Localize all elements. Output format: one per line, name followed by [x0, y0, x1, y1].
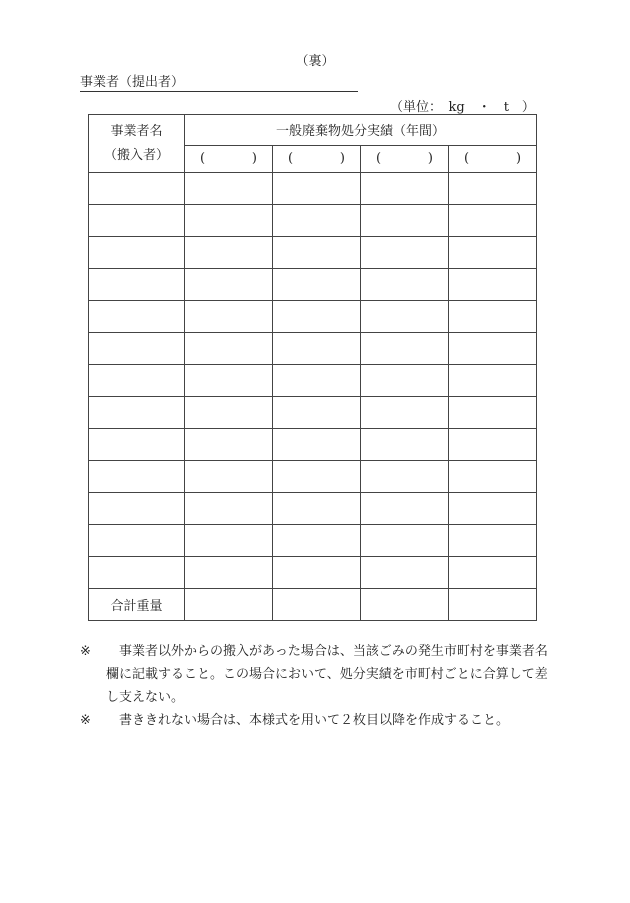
amount-cell[interactable]: [273, 461, 361, 493]
total-amount-cell[interactable]: [185, 589, 273, 621]
disposal-header: 一般廃棄物処分実績（年間）: [185, 115, 537, 146]
amount-cell[interactable]: [185, 301, 273, 333]
table-row: [89, 461, 537, 493]
amount-cell[interactable]: [273, 237, 361, 269]
table-row: [89, 237, 537, 269]
amount-cell[interactable]: [273, 269, 361, 301]
note-text: 書ききれない場合は、本様式を用いて２枚目以降を作成すること。: [119, 713, 510, 728]
amount-cell[interactable]: [361, 269, 449, 301]
period-cell[interactable]: [449, 145, 537, 172]
amount-cell[interactable]: [185, 365, 273, 397]
amount-cell[interactable]: [361, 557, 449, 589]
note-text: 事業者以外からの搬入があった場合は、当該ごみの発生市町村を事業者名欄に記載すること。この場合において、処分実績を市町村ごとに合算して差し支えない。: [106, 644, 548, 705]
amount-cell[interactable]: [361, 333, 449, 365]
open-paren: (: [288, 151, 294, 167]
amount-cell[interactable]: [273, 557, 361, 589]
amount-cell[interactable]: [449, 269, 537, 301]
amount-cell[interactable]: [361, 301, 449, 333]
close-paren: ): [427, 151, 433, 167]
amount-cell[interactable]: [449, 429, 537, 461]
amount-cell[interactable]: [449, 493, 537, 525]
business-name-cell[interactable]: [89, 237, 185, 269]
business-name-cell[interactable]: [89, 429, 185, 461]
business-name-header-line2: （搬入者）: [103, 147, 169, 163]
amount-cell[interactable]: [273, 333, 361, 365]
table-row: [89, 173, 537, 205]
amount-cell[interactable]: [449, 173, 537, 205]
amount-cell[interactable]: [449, 525, 537, 557]
amount-cell[interactable]: [273, 525, 361, 557]
amount-cell[interactable]: [449, 301, 537, 333]
open-paren: (: [464, 151, 470, 167]
amount-cell[interactable]: [361, 397, 449, 429]
amount-cell[interactable]: [273, 205, 361, 237]
amount-cell[interactable]: [449, 237, 537, 269]
amount-cell[interactable]: [273, 173, 361, 205]
amount-cell[interactable]: [449, 461, 537, 493]
table-row: [89, 429, 537, 461]
amount-cell[interactable]: [185, 493, 273, 525]
amount-cell[interactable]: [361, 429, 449, 461]
amount-cell[interactable]: [273, 301, 361, 333]
total-amount-cell[interactable]: [361, 589, 449, 621]
amount-cell[interactable]: [273, 397, 361, 429]
amount-cell[interactable]: [273, 429, 361, 461]
amount-cell[interactable]: [273, 493, 361, 525]
period-cell[interactable]: [273, 145, 361, 172]
table-row: [89, 301, 537, 333]
open-paren: (: [200, 151, 206, 167]
total-row: [89, 589, 537, 621]
period-cell[interactable]: [361, 145, 449, 172]
page-side-label: （裏）: [295, 54, 335, 69]
business-name-cell[interactable]: [89, 173, 185, 205]
amount-cell[interactable]: [449, 557, 537, 589]
amount-cell[interactable]: [185, 205, 273, 237]
amount-cell[interactable]: [185, 237, 273, 269]
business-name-header-line1: 事業者名: [110, 123, 163, 139]
business-name-cell[interactable]: [89, 493, 185, 525]
amount-cell[interactable]: [185, 269, 273, 301]
amount-cell[interactable]: [273, 365, 361, 397]
total-amount-cell[interactable]: [449, 589, 537, 621]
notes: [80, 640, 550, 732]
amount-cell[interactable]: [361, 173, 449, 205]
amount-cell[interactable]: [361, 237, 449, 269]
submitter-field[interactable]: 事業者（提出者）: [80, 76, 358, 92]
business-name-header: [89, 115, 185, 173]
business-name-cell[interactable]: [89, 333, 185, 365]
amount-cell[interactable]: [449, 333, 537, 365]
table-row: [89, 397, 537, 429]
table-row: [89, 205, 537, 237]
business-name-cell[interactable]: [89, 269, 185, 301]
close-paren: ): [515, 151, 522, 167]
amount-cell[interactable]: [361, 493, 449, 525]
table-row: [89, 525, 537, 557]
amount-cell[interactable]: [449, 205, 537, 237]
amount-cell[interactable]: [185, 173, 273, 205]
business-name-cell[interactable]: [89, 205, 185, 237]
amount-cell[interactable]: [185, 461, 273, 493]
total-label: 合計重量: [89, 589, 185, 621]
close-paren: ): [339, 151, 345, 167]
table-row: [89, 269, 537, 301]
amount-cell[interactable]: [185, 333, 273, 365]
amount-cell[interactable]: [185, 525, 273, 557]
table-row: [89, 333, 537, 365]
note-item: [80, 709, 550, 732]
table-row: [89, 557, 537, 589]
amount-cell[interactable]: [449, 365, 537, 397]
amount-cell[interactable]: [185, 397, 273, 429]
business-name-cell[interactable]: [89, 461, 185, 493]
amount-cell[interactable]: [185, 429, 273, 461]
close-paren: ): [251, 151, 257, 167]
amount-cell[interactable]: [185, 557, 273, 589]
disposal-table: [88, 114, 537, 621]
period-cell[interactable]: [185, 145, 273, 172]
total-amount-cell[interactable]: [273, 589, 361, 621]
business-name-cell[interactable]: [89, 397, 185, 429]
note-item: [80, 640, 550, 709]
business-name-cell[interactable]: [89, 525, 185, 557]
amount-cell[interactable]: [361, 365, 449, 397]
note-mark: ※: [80, 644, 91, 659]
amount-cell[interactable]: [361, 525, 449, 557]
business-name-cell[interactable]: [89, 365, 185, 397]
note-mark: ※: [80, 713, 91, 728]
business-name-cell[interactable]: [89, 301, 185, 333]
open-paren: (: [376, 151, 382, 167]
table-row: [89, 493, 537, 525]
amount-cell[interactable]: [361, 205, 449, 237]
amount-cell[interactable]: [361, 461, 449, 493]
business-name-cell[interactable]: [89, 557, 185, 589]
table-row: [89, 365, 537, 397]
amount-cell[interactable]: [449, 397, 537, 429]
unit-label: （単位： kg ・ t ）: [390, 100, 535, 115]
